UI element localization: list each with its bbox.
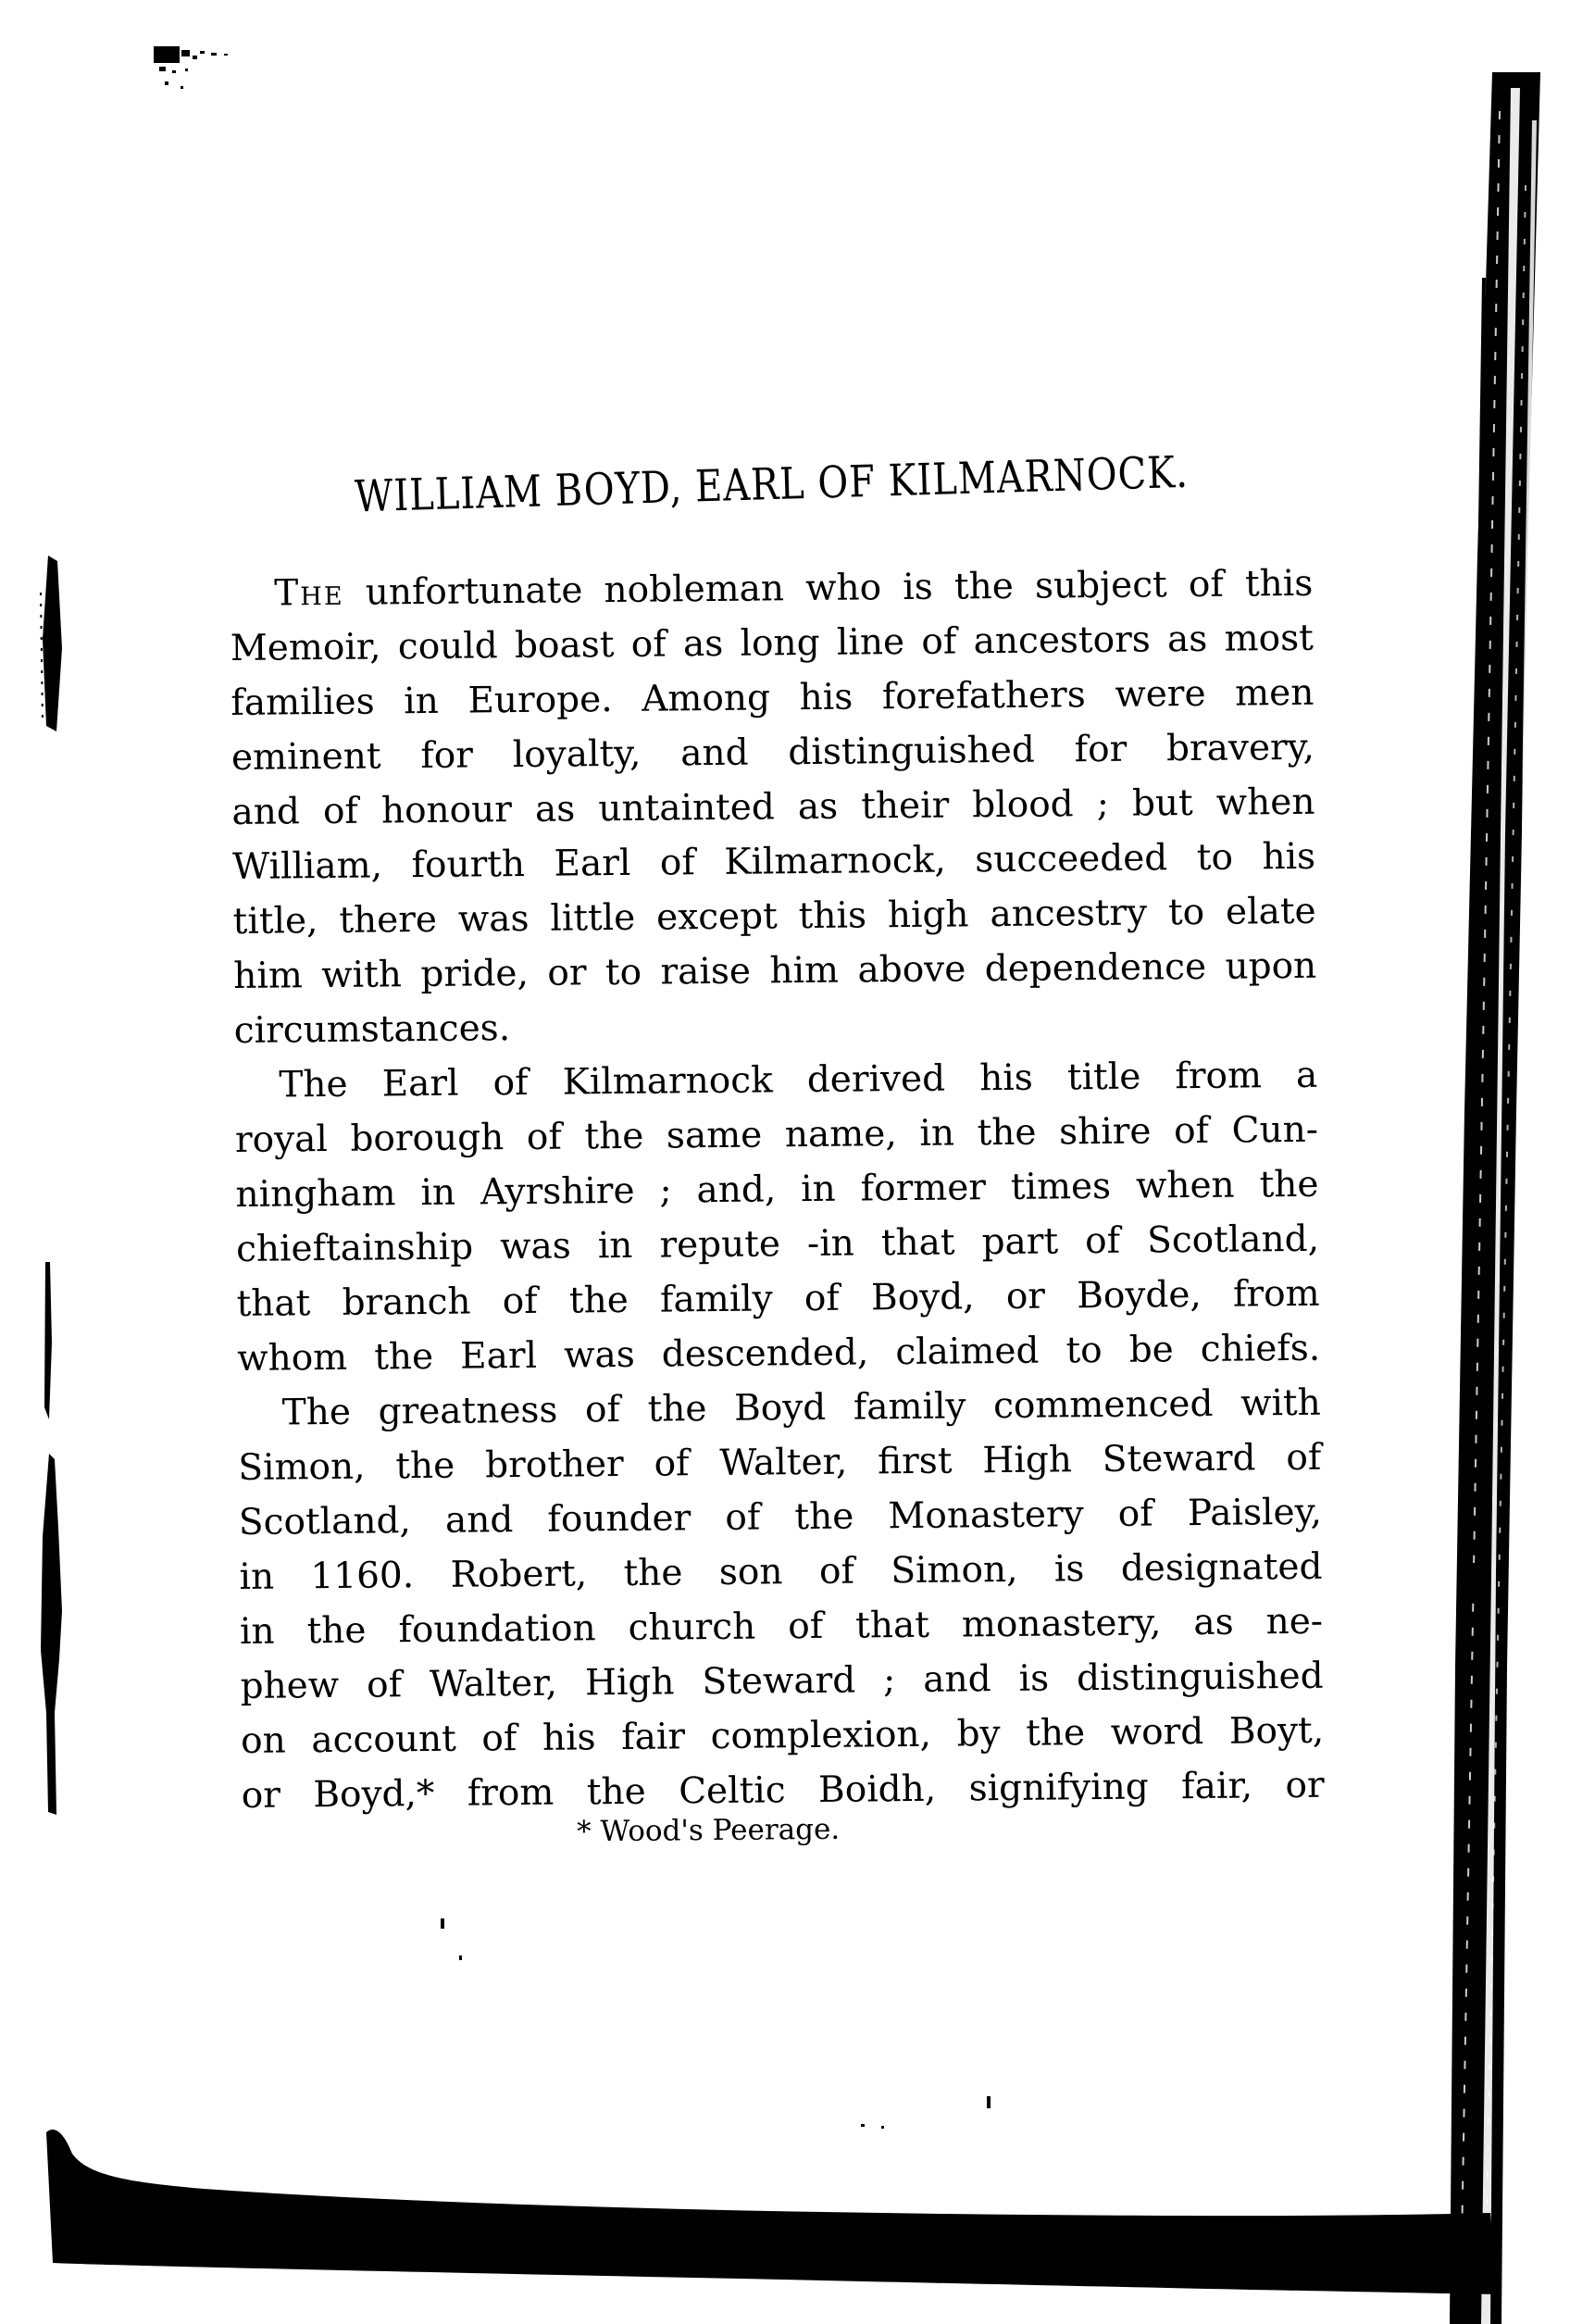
stray-speck	[459, 1955, 462, 1960]
gutter-ink-knot	[1468, 1563, 1490, 1602]
text-line: Simon, the brother of Walter, first High Steward of	[238, 1436, 1322, 1489]
text-line: on account of his fair complexion, by the word Boyt,	[240, 1709, 1325, 1762]
text-line: The greatness of the Boyd family commenced with	[281, 1381, 1321, 1434]
stray-speck	[441, 1918, 444, 1929]
text-line: that branch of the family of Boyd, or Boyde, from	[236, 1272, 1320, 1325]
page-title: WILLIAM BOYD, EARL OF KILMARNOCK.	[354, 447, 1190, 523]
gutter-edge-streak	[1464, 1018, 1476, 1759]
text-line: him with pride, or to raise him above dependence upon	[233, 944, 1317, 997]
text-line: William, fourth Earl of Kilmarnock, succeeded to his	[231, 835, 1316, 888]
text-line: circumstances.	[233, 1007, 511, 1052]
text-line: Scotland, and founder of the Monastery of Paisley,	[238, 1491, 1323, 1543]
paragraph-lead-word: The	[274, 571, 344, 615]
gutter-shadow-band	[1450, 72, 1540, 2324]
text-line: title, there was little except this high ancestry to elate	[232, 890, 1316, 943]
gutter-texture-streak	[1461, 111, 1500, 2296]
text-line: eminent for loyalty, and distinguished for bravery,	[231, 726, 1315, 779]
ink-blob	[154, 46, 228, 89]
footnote: * Wood's Peerage.	[576, 1812, 841, 1849]
text-line: The Earl of Kilmarnock derived his title from a	[279, 1054, 1318, 1106]
left-ink-streak	[43, 556, 62, 731]
text-line: in 1160. Robert, the son of Simon, is designated	[239, 1545, 1323, 1598]
body-text-block	[230, 556, 1325, 1856]
text-line: in the foundation church of that monastery, as ne-	[239, 1600, 1324, 1653]
text-line: Memoir, could boast of as long line of ancestors as most	[230, 617, 1315, 669]
text-line: or Boyd,* from the Celtic Boidh, signifying fair, or	[241, 1764, 1325, 1817]
text-line: and of honour as untainted as their blood ; but when	[231, 781, 1315, 833]
stray-speck	[861, 2124, 865, 2127]
paragraph-3	[237, 1376, 1324, 1823]
gutter-edge-streak	[1474, 278, 1486, 833]
stray-speck	[881, 2126, 884, 2129]
text-line: royal borough of the same name, in the shire of Cun-	[234, 1108, 1319, 1161]
paragraph-2	[234, 1048, 1320, 1386]
text-line: phew of Walter, High Steward ; and is distinguished	[240, 1655, 1324, 1707]
paragraph-1	[230, 556, 1317, 1058]
left-ink-streak	[44, 1262, 52, 1419]
text-line: whom the Earl was descended, claimed to be chiefs.	[236, 1327, 1321, 1380]
gutter-edge-streak	[1453, 1759, 1465, 2324]
gutter-texture-streak	[1487, 185, 1526, 2222]
text-line: families in Europe. Among his forefathers were men	[231, 671, 1315, 724]
left-ink-streak	[41, 1454, 62, 1815]
stray-speck	[987, 2096, 991, 2108]
text-line: chieftainship was in repute -in that part of Scotland,	[235, 1218, 1320, 1270]
bottom-scan-bar	[46, 2130, 1497, 2294]
text-line-rest: unfortunate nobleman who is the subject of this	[365, 562, 1314, 614]
gutter-shadow-highlight	[1511, 120, 1537, 2093]
text-line: ningham in Ayrshire ; and, in former times when the	[235, 1163, 1319, 1216]
gutter-shadow-highlight	[1481, 88, 1520, 2324]
left-ink-speckle	[41, 593, 43, 722]
